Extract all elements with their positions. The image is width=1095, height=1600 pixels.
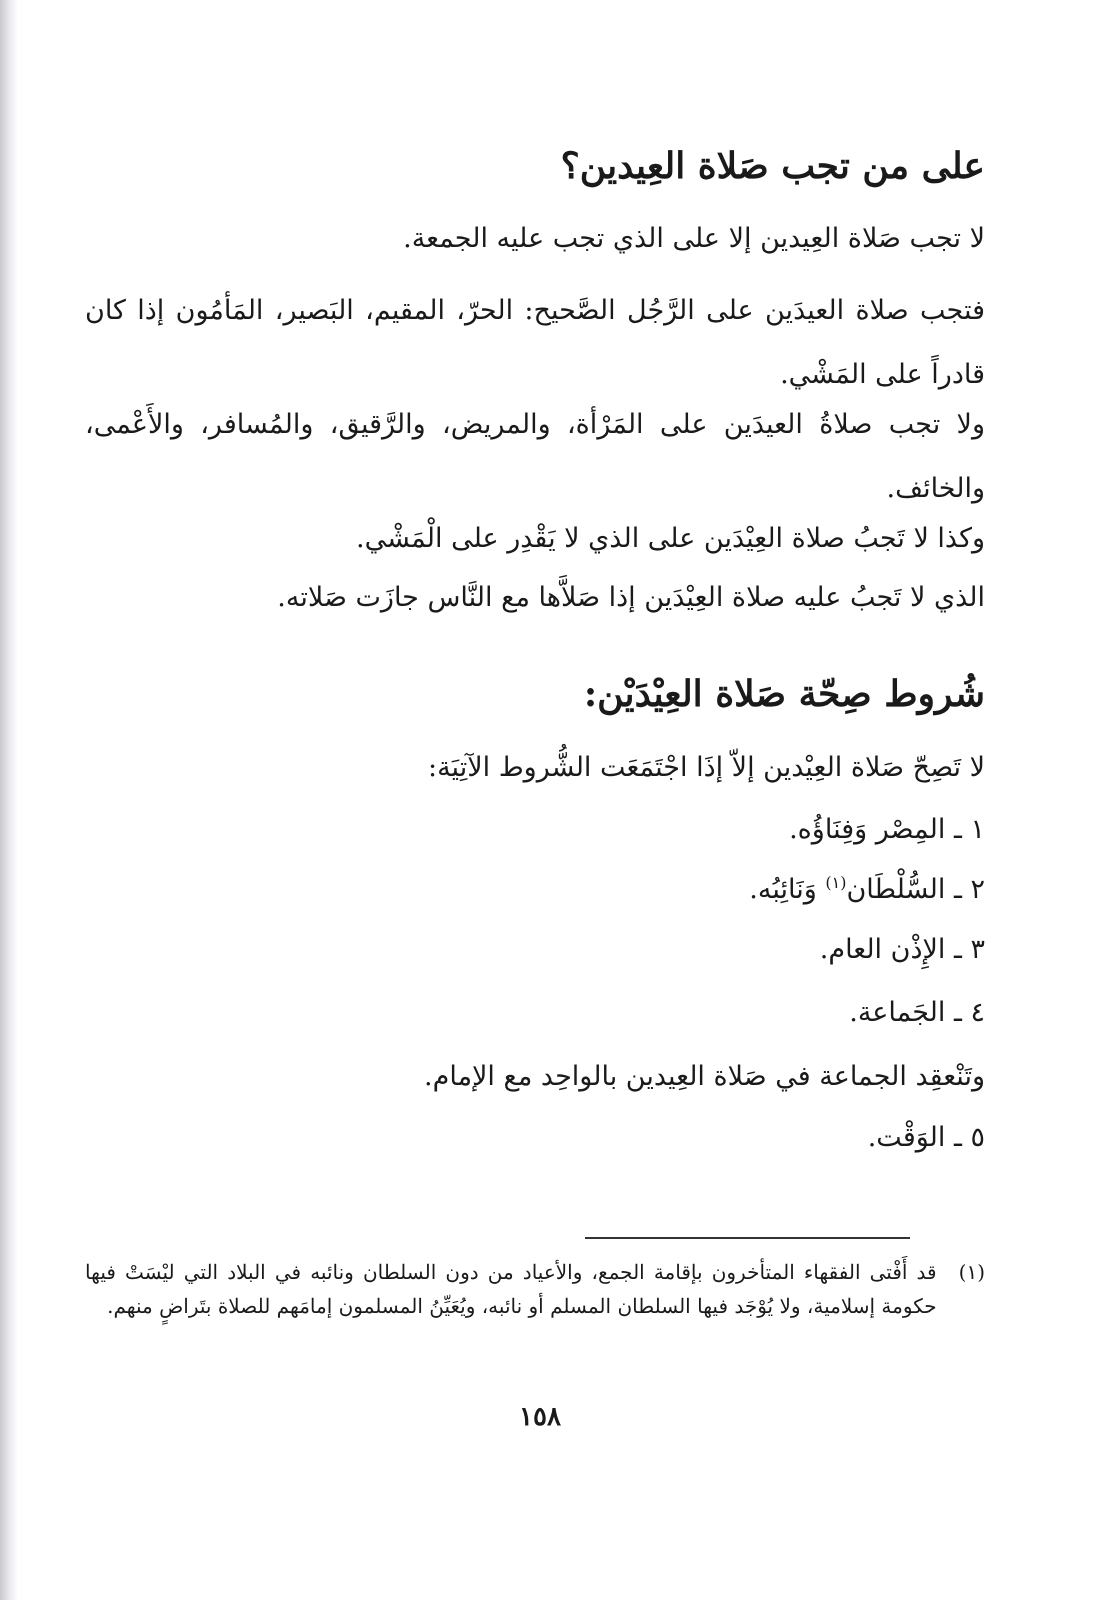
list-item-congregation: ٤ ـ الجَماعة. xyxy=(849,997,985,1028)
paragraph-conditions-men: فتجب صلاة العيدَين على الرَّجُل الصَّحيح: الحرّ، المقيم، البَصير، المَأمُون إذا كان قادراً على المَشْي. xyxy=(85,295,985,390)
paragraph-validity-intro: لا تَصِحّ صَلاة العِيْدين إلاّ إذَا اجْتَمَعَت الشُّروط الآتِيَة: xyxy=(427,752,985,783)
list-item-public-permission: ٣ ـ الإِذْن العام. xyxy=(819,934,985,965)
footnote-reference: (١) xyxy=(825,873,847,892)
footnote-divider xyxy=(585,1237,910,1239)
list-item-sultan xyxy=(749,870,985,910)
paragraph-exemptions: ولا تجب صلاةُ العيدَين على المَرْأة، والمريض، والرَّقيق، والمُسافر، والأَعْمى، والخائف. xyxy=(85,409,985,504)
paragraph-cannot-walk: وكذا لا تَجبُ صلاة العِيْدَين على الذي لا يَقْدِر على الْمَشْي. xyxy=(355,523,985,554)
paragraph-congregation-note: وتَنْعقِد الجماعة في صَلاة العِيدين بالواحِد مع الإمام. xyxy=(424,1061,985,1092)
list-item-city: ١ ـ المِصْر وَفِنَاؤُه. xyxy=(789,814,985,845)
footnote-text: قد أَفْتى الفقهاء المتأخرون بإقامة الجمع، والأعياد من دون السلطان ونائبه في البلاد التي ليْسَتْ فيها حكومة إسلامية، ولا يُوْجَد فيها السلطان المسلم أو نائبه، ويُعَيِّنُ المسلمون إمامَهم للصلاة بتَراضٍ منهم. xyxy=(85,1260,937,1318)
section-heading-validity-conditions: شُروط صِحّة صَلاة العِيْدَيْن: xyxy=(583,673,985,715)
footnote xyxy=(85,1255,985,1323)
binding-shadow xyxy=(0,0,18,1600)
paragraph-obligation: لا تجب صَلاة العِيدين إلا على الذي تجب عليه الجمعة. xyxy=(403,223,985,254)
list-item-time: ٥ ـ الوَقْت. xyxy=(867,1122,985,1153)
list-item-sultan-text-end: وَنَائِبُه. xyxy=(749,874,826,905)
document-page xyxy=(60,0,1020,1600)
paragraph-voluntary-prayer: الذي لا تَجبُ عليه صلاة العِيْدَين إذا صَلاَّها مع النَّاس جازَت صَلاته. xyxy=(277,582,985,613)
list-item-sultan-text: ٢ ـ السُّلْطَان xyxy=(846,874,985,905)
page-number: ١٥٨ xyxy=(519,1402,561,1432)
footnote-marker: (١) xyxy=(958,1260,985,1284)
section-heading-who-must-pray: على من تجب صَلاة العِيدين؟ xyxy=(560,145,985,187)
